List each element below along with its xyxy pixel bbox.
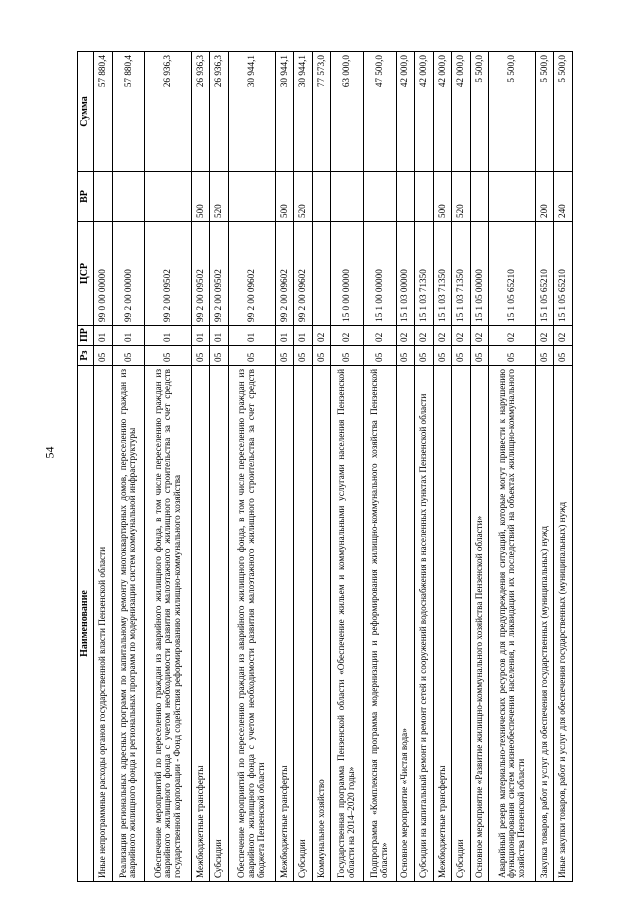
- cell-rz: 05: [228, 346, 275, 366]
- cell-csr: 15 1 05 00000: [470, 222, 489, 326]
- cell-pr: 01: [145, 326, 192, 346]
- cell-rz: 05: [112, 346, 145, 366]
- cell-name: Основное мероприятие «Чистая вода»: [396, 366, 415, 882]
- cell-csr: 15 1 00 00000: [363, 222, 396, 326]
- cell-sum: 5 500,0: [535, 52, 554, 172]
- table-row: [535, 52, 554, 882]
- cell-csr: 99 2 00 09602: [294, 222, 313, 326]
- cell-pr: 01: [191, 326, 210, 346]
- cell-rz: 05: [275, 346, 294, 366]
- cell-sum: 57 880,4: [94, 52, 113, 172]
- cell-rz: 05: [554, 346, 573, 366]
- cell-name: Государственная программа Пензенской области «Обеспечение жильем и коммунальными услугами населения Пензенской области на 2014–2020 годы»: [331, 366, 364, 882]
- cell-pr: 02: [415, 326, 434, 346]
- cell-rz: 05: [94, 346, 113, 366]
- table-body: [94, 52, 573, 882]
- table-row: [363, 52, 396, 882]
- cell-csr: 99 2 00 09602: [228, 222, 275, 326]
- cell-sum: 5 500,0: [554, 52, 573, 172]
- cell-csr: 15 1 03 71350: [452, 222, 471, 326]
- header-sum: Сумма: [78, 52, 94, 172]
- table-row: [94, 52, 113, 882]
- cell-pr: 02: [452, 326, 471, 346]
- table-row: [312, 52, 331, 882]
- cell-rz: 05: [535, 346, 554, 366]
- cell-name: Аварийный резерв материально-технических ресурсов для предупреждения ситуаций, которые могут привести к нарушению функционирования систем жизнеобеспечения населения, и ликвидации их последствий на объектах жилищно-коммунального хозяйства Пензенской области: [489, 366, 536, 882]
- cell-rz: 05: [452, 346, 471, 366]
- table-row: [228, 52, 275, 882]
- cell-name: Субсидии на капитальный ремонт и ремонт сетей и сооружений водоснабжения в населенных пунктах Пензенской области: [415, 366, 434, 882]
- cell-rz: 05: [145, 346, 192, 366]
- cell-vr: 500: [191, 172, 210, 222]
- cell-name: Иные закупки товаров, работ и услуг для обеспечения государственных (муниципальных) нужд: [554, 366, 573, 882]
- cell-rz: 05: [210, 346, 229, 366]
- cell-vr: [312, 172, 331, 222]
- cell-vr: [94, 172, 113, 222]
- cell-csr: 15 1 03 71350: [415, 222, 434, 326]
- table-header-row: [78, 52, 94, 882]
- cell-sum: 26 936,3: [210, 52, 229, 172]
- cell-vr: [228, 172, 275, 222]
- cell-csr: 15 1 05 65210: [554, 222, 573, 326]
- cell-name: Обеспечение мероприятий по переселению граждан из аварийного жилищного фонда, в том числе переселению граждан из аварийного жилищного фонда с учетом необходимости развития малоэтажного жилищного строительства за счет средств государственной корпорации - Фонд содействия реформированию жилищно-коммунального хозяйства: [145, 366, 192, 882]
- cell-name: Субсидии: [452, 366, 471, 882]
- header-pr: ПР: [78, 326, 94, 346]
- cell-vr: [415, 172, 434, 222]
- cell-sum: 30 944,1: [294, 52, 313, 172]
- cell-pr: 02: [331, 326, 364, 346]
- cell-name: Субсидии: [210, 366, 229, 882]
- cell-vr: 520: [210, 172, 229, 222]
- cell-name: Коммунальное хозяйство: [312, 366, 331, 882]
- cell-sum: 47 500,0: [363, 52, 396, 172]
- rotated-table-container: [77, 52, 573, 882]
- budget-table: [77, 51, 573, 882]
- cell-vr: 500: [433, 172, 452, 222]
- cell-vr: [396, 172, 415, 222]
- cell-vr: 500: [275, 172, 294, 222]
- cell-csr: 15 1 05 65210: [535, 222, 554, 326]
- cell-vr: 520: [294, 172, 313, 222]
- cell-sum: 77 573,0: [312, 52, 331, 172]
- cell-csr: 99 2 00 09502: [210, 222, 229, 326]
- cell-rz: 05: [294, 346, 313, 366]
- cell-sum: 42 000,0: [452, 52, 471, 172]
- cell-pr: 02: [363, 326, 396, 346]
- cell-vr: [470, 172, 489, 222]
- table-row: [331, 52, 364, 882]
- cell-pr: 01: [294, 326, 313, 346]
- cell-pr: 02: [489, 326, 536, 346]
- cell-rz: 05: [489, 346, 536, 366]
- table-row: [489, 52, 536, 882]
- cell-rz: 05: [191, 346, 210, 366]
- cell-rz: 05: [433, 346, 452, 366]
- cell-rz: 05: [363, 346, 396, 366]
- cell-rz: 05: [415, 346, 434, 366]
- cell-name: Межбюджетные трансферты: [191, 366, 210, 882]
- cell-vr: [363, 172, 396, 222]
- cell-sum: 30 944,1: [275, 52, 294, 172]
- cell-vr: 240: [554, 172, 573, 222]
- cell-name: Обеспечение мероприятий по переселению граждан из аварийного жилищного фонда, в том числе переселению граждан из аварийного жилищного фонда с учетом необходимости развития малоэтажного жилищного строительства за счет средств бюджета Пензенской области: [228, 366, 275, 882]
- cell-csr: [312, 222, 331, 326]
- cell-pr: 02: [554, 326, 573, 346]
- header-vr: ВР: [78, 172, 94, 222]
- cell-name: Основное мероприятие «Развитие жилищно-коммунального хозяйства Пензенской области»: [470, 366, 489, 882]
- cell-pr: 01: [210, 326, 229, 346]
- page-number: 54: [42, 446, 57, 459]
- table-row: [112, 52, 145, 882]
- cell-csr: 99 2 00 09502: [191, 222, 210, 326]
- table-row: [191, 52, 210, 882]
- cell-vr: [145, 172, 192, 222]
- table-row: [470, 52, 489, 882]
- cell-vr: [331, 172, 364, 222]
- table-row: [145, 52, 192, 882]
- cell-pr: 02: [433, 326, 452, 346]
- cell-csr: 15 0 00 00000: [331, 222, 364, 326]
- header-rz: Рз: [78, 346, 94, 366]
- table-row: [275, 52, 294, 882]
- cell-sum: 5 500,0: [470, 52, 489, 172]
- cell-csr: 99 0 00 00000: [94, 222, 113, 326]
- table-row: [294, 52, 313, 882]
- cell-csr: 15 1 03 71350: [433, 222, 452, 326]
- cell-pr: 02: [312, 326, 331, 346]
- cell-name: Реализация региональных адресных программ по капитальному ремонту многоквартирных домов, переселению граждан из аварийного жилищного фонда и региональных программ по модернизации систем коммунальной инфраструктуры: [112, 366, 145, 882]
- cell-sum: 42 000,0: [415, 52, 434, 172]
- cell-rz: 05: [396, 346, 415, 366]
- cell-sum: 26 936,3: [145, 52, 192, 172]
- cell-csr: 15 1 05 65210: [489, 222, 536, 326]
- cell-name: Подпрограмма «Комплексная программа модернизации и реформирования жилищно-коммунального хозяйства Пензенской области»: [363, 366, 396, 882]
- cell-rz: 05: [331, 346, 364, 366]
- cell-pr: 01: [228, 326, 275, 346]
- cell-csr: 99 2 00 00000: [112, 222, 145, 326]
- header-name: Наименование: [78, 366, 94, 882]
- table-row: [396, 52, 415, 882]
- cell-name: Иные непрограммные расходы органов государственной власти Пензенской области: [94, 366, 113, 882]
- cell-sum: 26 936,3: [191, 52, 210, 172]
- cell-pr: 02: [396, 326, 415, 346]
- table-row: [554, 52, 573, 882]
- cell-rz: 05: [312, 346, 331, 366]
- cell-sum: 42 000,0: [433, 52, 452, 172]
- cell-sum: 57 880,4: [112, 52, 145, 172]
- cell-name: Межбюджетные трансферты: [275, 366, 294, 882]
- cell-name: Закупка товаров, работ и услуг для обеспечения государственных (муниципальных) нужд: [535, 366, 554, 882]
- cell-vr: 520: [452, 172, 471, 222]
- cell-name: Субсидии: [294, 366, 313, 882]
- cell-csr: 15 1 03 00000: [396, 222, 415, 326]
- header-csr: ЦСР: [78, 222, 94, 326]
- cell-name: Межбюджетные трансферты: [433, 366, 452, 882]
- cell-vr: [112, 172, 145, 222]
- cell-rz: 05: [470, 346, 489, 366]
- cell-sum: 5 500,0: [489, 52, 536, 172]
- cell-pr: 02: [535, 326, 554, 346]
- cell-sum: 63 000,0: [331, 52, 364, 172]
- cell-pr: 01: [94, 326, 113, 346]
- cell-pr: 02: [470, 326, 489, 346]
- cell-sum: 42 000,0: [396, 52, 415, 172]
- cell-sum: 30 944,1: [228, 52, 275, 172]
- table-row: [210, 52, 229, 882]
- cell-csr: 99 2 00 09602: [275, 222, 294, 326]
- table-row: [452, 52, 471, 882]
- cell-pr: 01: [275, 326, 294, 346]
- cell-csr: 99 2 00 09502: [145, 222, 192, 326]
- table-row: [415, 52, 434, 882]
- cell-pr: 01: [112, 326, 145, 346]
- cell-vr: [489, 172, 536, 222]
- cell-vr: 200: [535, 172, 554, 222]
- table-row: [433, 52, 452, 882]
